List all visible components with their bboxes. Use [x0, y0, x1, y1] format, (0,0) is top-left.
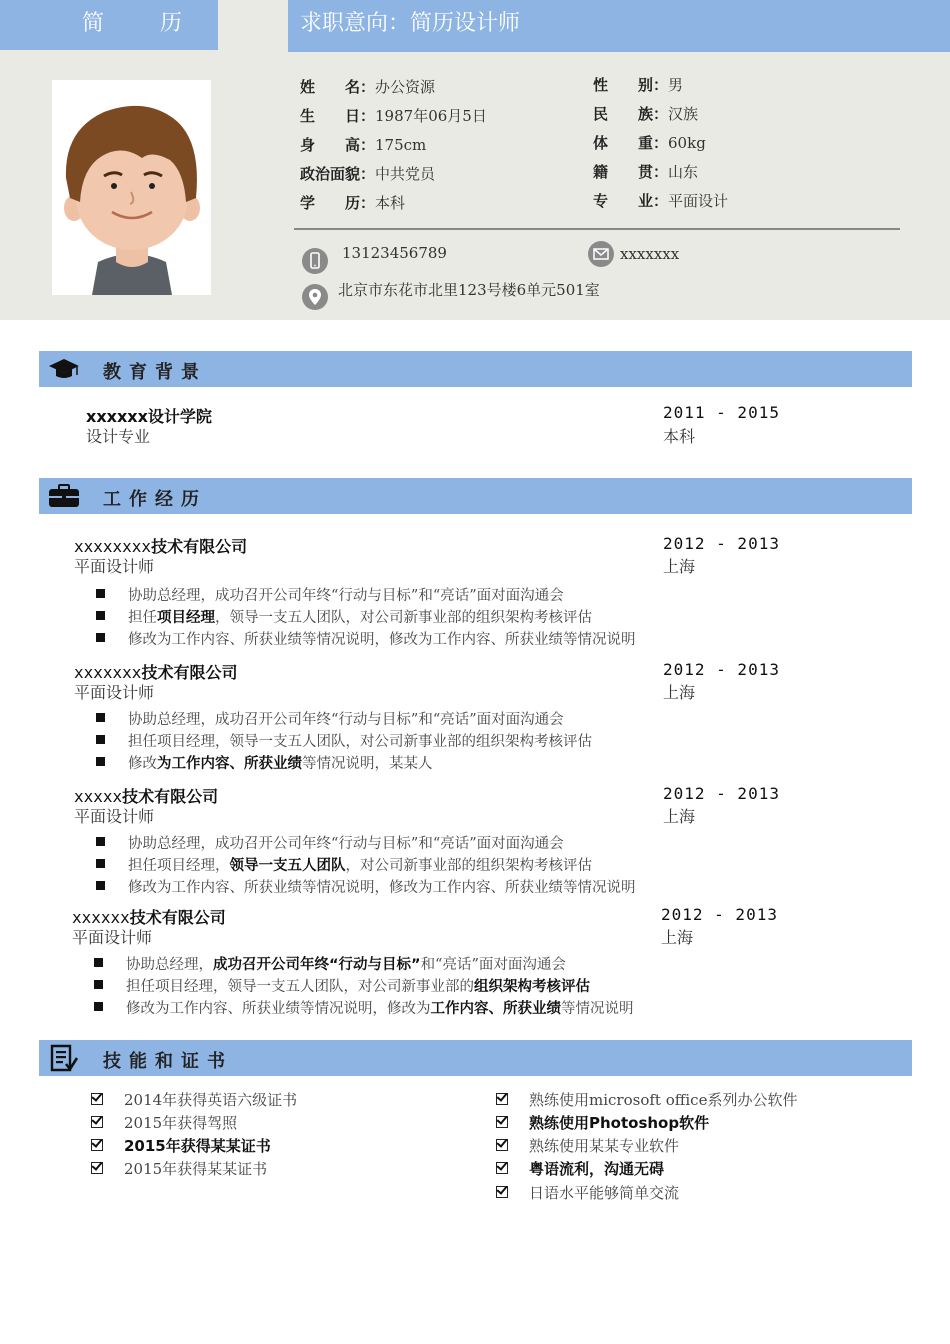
job-bullet-emphasis: 项目经理 [157, 610, 215, 626]
job-bullet-text: 协助总经理，成功召开公司年终“行动与目标”和“亮话”面对面沟通会 [128, 836, 564, 852]
job-company-code: xxxxxxx [74, 663, 142, 682]
job-bullet [128, 708, 564, 729]
info-education-value: 本科 [375, 194, 406, 212]
skill-item: 熟练使用Photoshop软件 [529, 1114, 710, 1132]
job-company-name: 技术有限公司 [151, 537, 248, 556]
job-bullet [128, 584, 564, 605]
info-origin [593, 161, 698, 182]
info-origin-value: 山东 [668, 163, 699, 181]
info-birth-value: 1987年06月5日 [375, 107, 487, 125]
job-city: 上海 [663, 557, 696, 576]
checkbox-icon [496, 1162, 508, 1174]
job-bullet [128, 628, 636, 649]
job-city: 上海 [661, 928, 694, 947]
resume-title-tab [0, 0, 218, 50]
job-bullet [128, 606, 592, 627]
job-role: 平面设计师 [74, 683, 155, 702]
checkbox-icon [496, 1139, 508, 1151]
info-gender-value: 男 [668, 76, 684, 94]
checkbox-icon [91, 1139, 103, 1151]
info-ethnic-value: 汉族 [668, 105, 699, 123]
checkbox-icon [91, 1162, 103, 1174]
job-city: 上海 [663, 683, 696, 702]
education-section-header [39, 351, 912, 387]
job-bullet-text: 担任 [128, 610, 157, 626]
skill-item: 2015年获得某某证书 [124, 1137, 271, 1155]
education-degree: 本科 [663, 427, 696, 446]
checkbox-icon [496, 1186, 508, 1198]
job-bullet [128, 876, 636, 897]
info-politics-label: 政治面貌： [300, 165, 376, 183]
education-school: xxxxxx设计学院 [86, 407, 212, 426]
info-height-label: 身 高： [300, 136, 376, 154]
job-bullet-text: 协助总经理，成功召开公司年终“行动与目标”和“亮话”面对面沟通会 [128, 588, 564, 604]
skill-item: 熟练使用microsoft office系列办公软件 [529, 1091, 798, 1109]
header-divider [294, 228, 900, 230]
skill-item: 粤语流利，沟通无碍 [529, 1160, 665, 1178]
job-objective-bar [288, 0, 950, 52]
info-major [593, 190, 728, 211]
job-years: 2012 - 2013 [663, 784, 780, 803]
job-bullet [128, 854, 592, 875]
job-company-name: 技术有限公司 [122, 787, 219, 806]
job-bullet-text: 修改为工作内容、所获业绩等情况说明，修改为 [126, 1001, 431, 1017]
skill-item: 2014年获得英语六级证书 [124, 1091, 298, 1109]
job-bullet-text: 等情况说明 [561, 1001, 634, 1017]
job-bullet [128, 752, 433, 773]
job-bullet-text: 修改为工作内容、所获业绩等情况说明，修改为工作内容、所获业绩等情况说明 [128, 632, 636, 648]
skill-item: 日语水平能够简单交流 [529, 1184, 680, 1202]
job-role: 平面设计师 [74, 557, 155, 576]
job-bullet [126, 997, 634, 1018]
job-company-name: 技术有限公司 [129, 908, 226, 927]
job-bullet-text: 担任项目经理，领导一支五人团队，对公司新事业部的 [126, 979, 474, 995]
job-role: 平面设计师 [72, 928, 153, 947]
job-bullet-text: 协助总经理，成功召开公司年终“行动与目标”和“亮话”面对面沟通会 [128, 712, 564, 728]
skill-item: 熟练使用某某专业软件 [529, 1137, 680, 1155]
job-company-code: xxxxxx [72, 908, 130, 927]
skill-item: 2015年获得某某证书 [124, 1160, 268, 1178]
info-origin-label: 籍 贯： [593, 163, 669, 181]
job-company-code: xxxxxxxx [74, 537, 152, 556]
briefcase-icon [47, 482, 81, 510]
info-major-label: 专 业： [593, 192, 669, 210]
info-gender [593, 74, 683, 95]
job-bullet-text: ，领导一支五人团队，对公司新事业部的组织架构考核评估 [215, 610, 592, 626]
info-education-label: 学 历： [300, 194, 376, 212]
job-bullet-emphasis: 为工作内容、所获业绩 [157, 756, 302, 772]
skills-section-title: 技能和证书 [103, 1051, 233, 1072]
info-name-value: 办公资源 [375, 78, 436, 96]
avatar-illustration [52, 80, 211, 295]
info-ethnic-label: 民 族： [593, 105, 669, 123]
job-bullet-text: 等情况说明，某某人 [302, 756, 433, 772]
info-gender-label: 性 别： [593, 76, 669, 94]
checkbox-icon [91, 1116, 103, 1128]
job-bullet-emphasis: 成功召开公司年终“行动与目标” [213, 957, 421, 973]
info-height-value: 175cm [375, 136, 427, 154]
email-icon [588, 241, 614, 267]
resume-title-char-1: 简 [82, 11, 105, 36]
work-section-title: 工作经历 [103, 489, 207, 510]
resume-title-char-2: 历 [160, 11, 183, 36]
job-years: 2012 - 2013 [661, 905, 778, 924]
job-bullet-text: 担任项目经理，领导一支五人团队，对公司新事业部的组织架构考核评估 [128, 734, 592, 750]
job-bullet-emphasis: 领导一支五人团队 [229, 858, 346, 874]
job-bullet-emphasis: 工作内容、所获业绩 [430, 1001, 561, 1017]
checkbox-icon [91, 1093, 103, 1105]
job-role: 平面设计师 [74, 807, 155, 826]
job-years: 2012 - 2013 [663, 660, 780, 679]
work-section-header [39, 478, 912, 514]
contact-address: 北京市东花市北里123号楼6单元501室 [338, 281, 600, 299]
info-ethnic [593, 103, 698, 124]
info-politics [300, 163, 435, 184]
location-pin-icon [302, 284, 328, 310]
education-major: 设计专业 [86, 427, 151, 446]
info-politics-value: 中共党员 [375, 165, 436, 183]
job-years: 2012 - 2013 [663, 534, 780, 553]
info-major-value: 平面设计 [668, 192, 729, 210]
job-bullet-text: ，对公司新事业部的组织架构考核评估 [345, 858, 592, 874]
job-bullet-text: 协助总经理， [126, 957, 213, 973]
certificate-list-icon [47, 1044, 81, 1072]
job-objective: 求职意向：简历设计师 [300, 11, 521, 36]
education-section-title: 教育背景 [103, 362, 207, 383]
checkbox-icon [496, 1093, 508, 1105]
graduation-cap-icon [47, 355, 81, 383]
info-weight-label: 体 重： [593, 134, 669, 152]
job-bullet [126, 953, 566, 974]
job-bullet-text: 修改为工作内容、所获业绩等情况说明，修改为工作内容、所获业绩等情况说明 [128, 880, 636, 896]
job-company-name: 技术有限公司 [141, 663, 238, 682]
skill-item: 2015年获得驾照 [124, 1114, 238, 1132]
info-name-label: 姓 名： [300, 78, 376, 96]
info-weight-value: 60kg [668, 134, 706, 152]
job-company-code: xxxxx [74, 787, 123, 806]
avatar-photo [52, 80, 211, 295]
job-bullet [128, 832, 564, 853]
job-bullet [128, 730, 592, 751]
skills-section-header [39, 1040, 912, 1076]
job-bullet [126, 975, 590, 996]
info-name [300, 76, 435, 97]
contact-email: xxxxxxx [620, 245, 680, 263]
info-birth [300, 105, 487, 126]
job-bullet-text: 担任项目经理， [128, 858, 230, 874]
checkbox-icon [496, 1116, 508, 1128]
info-birth-label: 生 日： [300, 107, 376, 125]
job-bullet-text: 修改 [128, 756, 157, 772]
phone-icon [302, 248, 328, 274]
info-weight [593, 132, 706, 153]
job-city: 上海 [663, 807, 696, 826]
info-height [300, 134, 426, 155]
info-education [300, 192, 405, 213]
job-bullet-emphasis: 组织架构考核评估 [474, 979, 590, 995]
education-years: 2011 - 2015 [663, 403, 780, 422]
contact-phone: 13123456789 [342, 244, 447, 262]
job-bullet-text: 和“亮话”面对面沟通会 [420, 957, 566, 973]
